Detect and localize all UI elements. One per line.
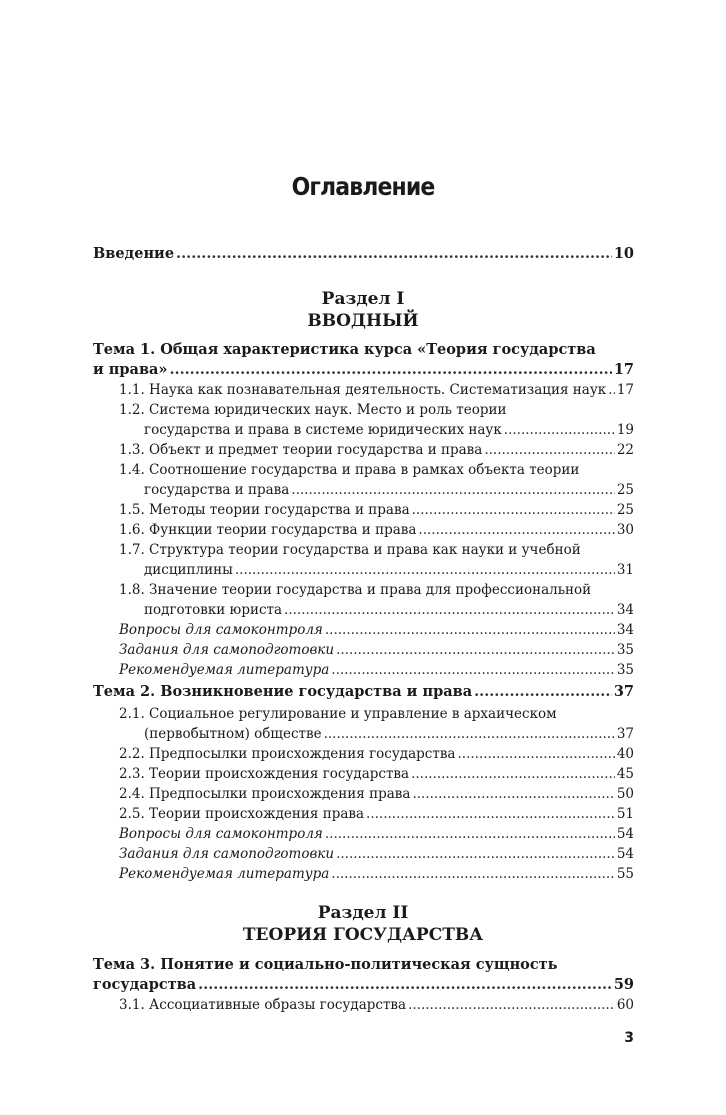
entry-label: 2.2. Предпосылки происхождения государства bbox=[119, 746, 456, 762]
toc-entry-topic-1[interactable] bbox=[93, 360, 634, 380]
toc-entry-topic-3[interactable] bbox=[93, 975, 634, 995]
toc-block-topic-1 bbox=[93, 340, 634, 680]
leader-dots bbox=[176, 245, 612, 262]
entry-label: дисциплины bbox=[144, 562, 233, 578]
entry-label: государства и права в системе юридических наук bbox=[144, 422, 502, 438]
leader-dots bbox=[336, 844, 615, 864]
page-number: 3 bbox=[624, 1030, 634, 1046]
toc-block-topic-2 bbox=[93, 682, 634, 884]
leader-dots bbox=[324, 724, 615, 744]
entry-page: 17 bbox=[613, 361, 634, 378]
toc-entry-1-6[interactable] bbox=[93, 520, 634, 540]
toc-entry-2-literature[interactable] bbox=[93, 864, 634, 884]
entry-line: 1.7. Структура теории государства и права как науки и учебной bbox=[119, 542, 581, 558]
entry-page: 54 bbox=[616, 846, 634, 862]
toc-entry-1-3[interactable] bbox=[93, 440, 634, 460]
entry-page: 30 bbox=[616, 522, 634, 538]
leader-dots bbox=[412, 784, 614, 804]
section-heading-1 bbox=[0, 288, 726, 332]
entry-label: 2.3. Теории происхождения государства bbox=[119, 766, 410, 782]
entry-page: 19 bbox=[616, 422, 634, 438]
entry-page: 60 bbox=[616, 997, 634, 1013]
section-name: ВВОДНЫЙ bbox=[307, 311, 419, 331]
toc-entry-2-tasks[interactable] bbox=[93, 844, 634, 864]
leader-dots bbox=[169, 360, 611, 380]
toc-entry-2-3[interactable] bbox=[93, 764, 634, 784]
entry-page: 17 bbox=[616, 382, 634, 398]
entry-label: Введение bbox=[93, 245, 175, 262]
entry-page: 34 bbox=[616, 602, 634, 618]
entry-page: 51 bbox=[616, 806, 634, 822]
entry-page: 31 bbox=[616, 562, 634, 578]
entry-label: Рекомендуемая литература bbox=[119, 866, 330, 882]
entry-label: Задания для самоподготовки bbox=[119, 642, 335, 658]
entry-label: 2.4. Предпосылки происхождения права bbox=[119, 786, 411, 802]
leader-dots bbox=[504, 420, 615, 440]
entry-label: Вопросы для самоконтроля bbox=[119, 622, 323, 638]
entry-label: и права» bbox=[93, 361, 168, 378]
entry-page: 10 bbox=[613, 245, 634, 262]
entry-label: государства и права bbox=[144, 482, 290, 498]
toc-entry-2-questions[interactable] bbox=[93, 824, 634, 844]
entry-label: подготовки юриста bbox=[144, 602, 283, 618]
section-name: ТЕОРИЯ ГОСУДАРСТВА bbox=[242, 925, 484, 945]
entry-page: 37 bbox=[616, 726, 634, 742]
leader-dots bbox=[331, 660, 615, 680]
entry-page: 55 bbox=[616, 866, 634, 882]
leader-dots bbox=[291, 480, 615, 500]
entry-line: 1.2. Система юридических наук. Место и роль теории bbox=[119, 402, 507, 418]
toc-entry-3-1[interactable] bbox=[93, 995, 634, 1015]
entry-page: 40 bbox=[616, 746, 634, 762]
leader-dots bbox=[411, 764, 615, 784]
entry-label: 1.6. Функции теории государства и права bbox=[119, 522, 417, 538]
leader-dots bbox=[418, 520, 614, 540]
leader-dots bbox=[457, 744, 614, 764]
toc-entry-2-5[interactable] bbox=[93, 804, 634, 824]
section-label: Раздел I bbox=[321, 289, 405, 309]
toc-entry-1-8[interactable] bbox=[93, 600, 634, 620]
toc-entry-1-4[interactable] bbox=[93, 480, 634, 500]
toc-entry-1-questions[interactable] bbox=[93, 620, 634, 640]
leader-dots bbox=[474, 682, 612, 702]
entry-label: (первобытном) обществе bbox=[144, 726, 322, 742]
leader-dots bbox=[608, 380, 615, 400]
leader-dots bbox=[198, 975, 612, 995]
entry-label: Тема 2. Возникновение государства и права bbox=[93, 683, 473, 700]
entry-page: 35 bbox=[616, 642, 634, 658]
toc-entry-1-1[interactable] bbox=[93, 380, 634, 400]
toc-entry-1-7[interactable] bbox=[93, 560, 634, 580]
leader-dots bbox=[408, 995, 615, 1015]
entry-page: 34 bbox=[616, 622, 634, 638]
leader-dots bbox=[325, 824, 615, 844]
toc-entry-2-2[interactable] bbox=[93, 744, 634, 764]
entry-label: 1.3. Объект и предмет теории государства и права bbox=[119, 442, 483, 458]
entry-label: 3.1. Ассоциативные образы государства bbox=[119, 997, 407, 1013]
entry-page: 25 bbox=[616, 482, 634, 498]
toc-entry-1-tasks[interactable] bbox=[93, 640, 634, 660]
entry-label: 2.5. Теории происхождения права bbox=[119, 806, 365, 822]
topic-heading-line: Тема 1. Общая характеристика курса «Теория государства bbox=[93, 341, 596, 358]
entry-page: 25 bbox=[616, 502, 634, 518]
entry-page: 35 bbox=[616, 662, 634, 678]
section-heading-2 bbox=[0, 902, 726, 946]
topic-heading-line: Тема 3. Понятие и социально-политическая сущность bbox=[93, 956, 558, 973]
entry-page: 22 bbox=[616, 442, 634, 458]
leader-dots bbox=[336, 640, 615, 660]
toc-entry-1-2[interactable] bbox=[93, 420, 634, 440]
entry-label: 1.1. Наука как познавательная деятельность. Систематизация наук bbox=[119, 382, 607, 398]
entry-label: государства bbox=[93, 976, 197, 993]
toc-block-intro bbox=[93, 245, 634, 262]
leader-dots bbox=[235, 560, 615, 580]
entry-line: 1.4. Соотношение государства и права в рамках объекта теории bbox=[119, 462, 580, 478]
entry-label: Вопросы для самоконтроля bbox=[119, 826, 323, 842]
toc-block-topic-3 bbox=[93, 955, 634, 1015]
entry-page: 45 bbox=[616, 766, 634, 782]
toc-entry-2-1[interactable] bbox=[93, 724, 634, 744]
entry-line: 1.8. Значение теории государства и права для профессиональной bbox=[119, 582, 592, 598]
leader-dots bbox=[325, 620, 615, 640]
toc-entry-2-4[interactable] bbox=[93, 784, 634, 804]
leader-dots bbox=[484, 440, 614, 460]
entry-label: 1.5. Методы теории государства и права bbox=[119, 502, 410, 518]
toc-entry-intro[interactable] bbox=[93, 245, 634, 262]
entry-line: 2.1. Социальное регулирование и управление в архаическом bbox=[119, 706, 557, 722]
leader-dots bbox=[412, 500, 615, 520]
toc-entry-1-5[interactable] bbox=[93, 500, 634, 520]
entry-page: 50 bbox=[616, 786, 634, 802]
leader-dots bbox=[366, 804, 615, 824]
page-title: Оглавление bbox=[291, 172, 435, 201]
entry-label: Задания для самоподготовки bbox=[119, 846, 335, 862]
toc-entry-topic-2[interactable] bbox=[93, 682, 634, 702]
leader-dots bbox=[331, 864, 615, 884]
entry-page: 54 bbox=[616, 826, 634, 842]
entry-page: 59 bbox=[613, 976, 634, 993]
entry-page: 37 bbox=[613, 683, 634, 700]
section-label: Раздел II bbox=[317, 903, 409, 923]
leader-dots bbox=[284, 600, 615, 620]
entry-label: Рекомендуемая литература bbox=[119, 662, 330, 678]
toc-entry-1-literature[interactable] bbox=[93, 660, 634, 680]
